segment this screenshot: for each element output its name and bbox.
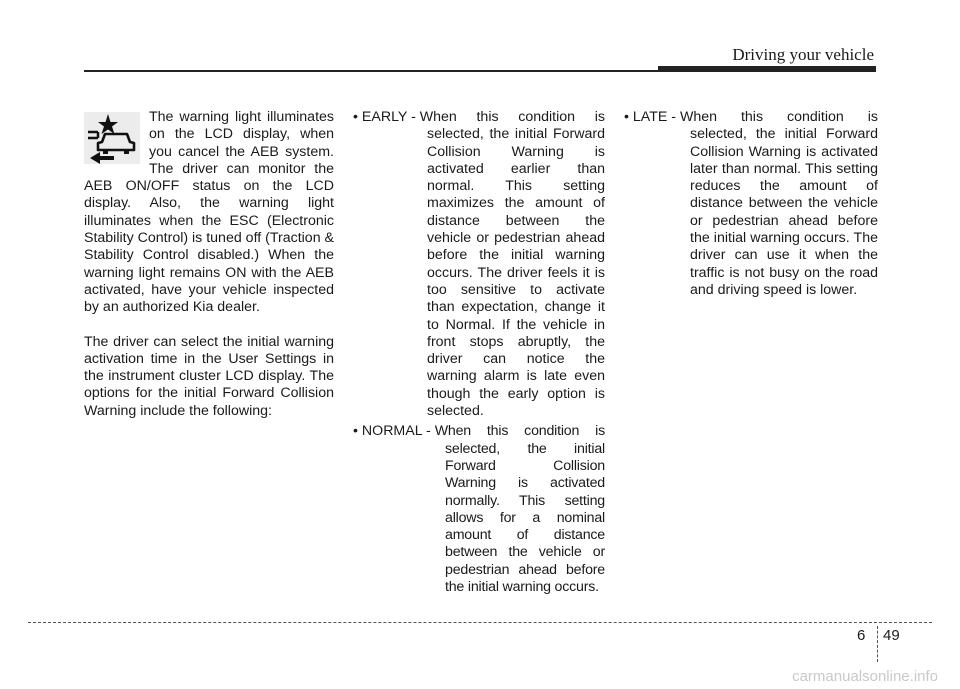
option-late-lead: When this condition is [679, 109, 878, 125]
option-early-text: selected, the initial Forward Collision Warning is activated earlier than normal. This setting maximizes the amount of distance between the vehicle or pedestrian ahead before the initial warning occurs. The driver feels it is too sensitive to activate than expectation, change it to Normal. If the vehicle in front stops abruptly, the driver can notice the warning alarm is late even though the early option is selected. [427, 126, 605, 420]
option-late-text: selected, the initial Forward Collision Warning is activated later than normal. This setting reduces the amount of distance between the vehicle or pedestrian ahead before the initial warning occurs. The driver can use it when the traffic is not busy on the road and driving speed is lower. [690, 126, 878, 298]
option-early [353, 109, 605, 420]
page-number: 49 [883, 627, 900, 644]
aeb-off-warning-icon [84, 112, 140, 164]
warning-timing-paragraph: The driver can select the initial warning activation time in the User Settings in the instrument cluster LCD display. The options for the initial Forward Collision Warning include the following: [84, 333, 334, 419]
page-number-divider [877, 626, 878, 662]
option-late-label: • LATE - [624, 109, 680, 125]
column-2 [353, 109, 605, 599]
column-1 [84, 109, 334, 420]
column-3 [624, 109, 878, 302]
option-late [624, 109, 878, 299]
watermark: carmanualsonline.info [792, 668, 938, 685]
footer-rule [28, 622, 932, 623]
header-rule-accent [658, 66, 876, 72]
chapter-number: 6 [857, 627, 866, 644]
option-normal [353, 423, 605, 596]
option-normal-label: • NORMAL - [353, 423, 435, 440]
option-normal-lead: When this condition is [434, 423, 605, 440]
aeb-warning-paragraph: The warning light illuminates on the LCD display, when you cancel the AEB system. The driver can monitor the AEB ON/OFF status on the LCD display. Also, the warning light illuminates when the ESC (Electronic Stability Control) is tuned off (Traction & Stability Control disabled.) When the warning light remains ON with the AEB activated, have your vehicle inspected by an authorized Kia dealer. [84, 109, 334, 316]
section-title: Driving your vehicle [732, 45, 874, 64]
option-early-lead: When this condition is [419, 109, 605, 125]
header-rule [84, 70, 664, 72]
option-early-label: • EARLY - [353, 109, 420, 125]
option-normal-text: selected, the initial Forward Collision Warning is activated normally. This setting allows for a nominal amount of distance between the vehicle or pedestrian ahead before the initial warning occurs. [445, 440, 605, 596]
